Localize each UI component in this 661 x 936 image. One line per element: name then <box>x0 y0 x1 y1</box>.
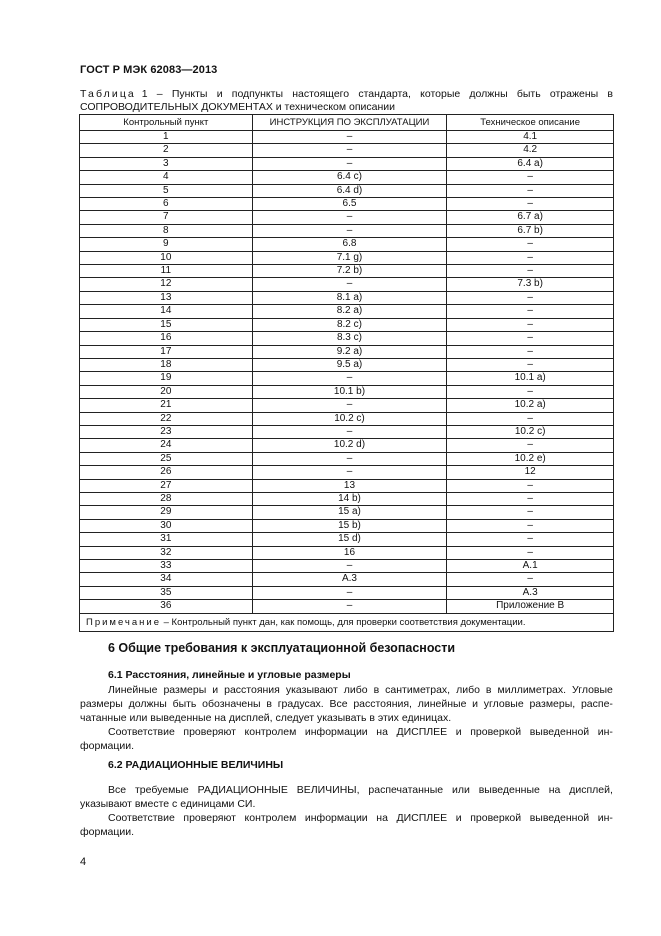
table-row <box>80 466 614 479</box>
caption-word: стандарта, <box>358 88 411 100</box>
word: проверяют <box>183 726 236 738</box>
table-row <box>80 224 614 237</box>
cell-instructions: 14 b) <box>252 492 447 505</box>
table-row <box>80 479 614 492</box>
word: ВЕЛИЧИНЫ, <box>296 784 360 796</box>
table-row <box>80 144 614 157</box>
caption-word: которые <box>420 88 461 100</box>
cell-instructions: – <box>252 586 447 599</box>
table-row <box>80 291 614 304</box>
cell-instructions: 16 <box>252 546 447 559</box>
table-row <box>80 358 614 371</box>
cell-checkpoint: 33 <box>80 560 253 573</box>
word: должны <box>128 698 167 710</box>
word: угловые <box>483 698 524 710</box>
cell-instructions: – <box>252 399 447 412</box>
word: размеры, <box>529 698 576 710</box>
cell-tech-description: – <box>447 533 614 546</box>
cell-tech-description: – <box>447 506 614 519</box>
table-row <box>80 238 614 251</box>
paragraph-line: указывают вместе с единицами СИ. <box>80 798 256 810</box>
word: контролем <box>244 726 297 738</box>
word: в <box>373 684 380 696</box>
cell-tech-description: А.1 <box>447 560 614 573</box>
word: ДИСПЛЕЕ <box>396 726 448 738</box>
cell-instructions: 6.5 <box>252 198 447 211</box>
cell-tech-description: – <box>447 479 614 492</box>
word: выведенные <box>478 784 540 796</box>
word: информации <box>304 812 368 824</box>
cell-tech-description: – <box>447 198 614 211</box>
cell-instructions: 8.3 с) <box>252 332 447 345</box>
cell-checkpoint: 19 <box>80 372 253 385</box>
word: либо <box>343 684 368 696</box>
caption-word: отражены <box>549 88 599 100</box>
table-row <box>80 519 614 532</box>
word: РАДИАЦИОННЫЕ <box>197 784 288 796</box>
cell-checkpoint: 21 <box>80 399 253 412</box>
cell-tech-description: – <box>447 358 614 371</box>
table-row <box>80 425 614 438</box>
cell-instructions: 6.4 d) <box>252 184 447 197</box>
table-row <box>80 131 614 144</box>
word: выведенной <box>529 812 590 824</box>
cell-checkpoint: 15 <box>80 318 253 331</box>
word: и <box>455 812 462 824</box>
caption-line-2: СОПРОВОДИТЕЛЬНЫХ ДОКУМЕНТАХ и техническом описании <box>80 100 396 113</box>
word: размеры <box>163 684 207 696</box>
caption-table-word: Таблица 1 <box>80 88 148 100</box>
cell-instructions: – <box>252 425 447 438</box>
cell-instructions: 6.8 <box>252 238 447 251</box>
paragraph-line: формации. <box>80 740 135 752</box>
cell-instructions: – <box>252 560 447 573</box>
caption-word: подпункты <box>231 88 283 100</box>
table-row <box>80 533 614 546</box>
table-row <box>80 251 614 264</box>
subsection-title-6-1: 6.1 Расстояния, линейные и угловые размеры <box>108 669 351 681</box>
word: требуемые <box>134 784 189 796</box>
caption-word: и <box>216 88 223 100</box>
word: выведенной <box>529 726 590 738</box>
table-header-row <box>80 115 614 131</box>
cell-tech-description: – <box>447 412 614 425</box>
paragraph-line <box>80 697 613 711</box>
word: Все <box>108 784 127 796</box>
cell-tech-description: Приложение В <box>447 600 614 613</box>
cell-checkpoint: 6 <box>80 198 253 211</box>
paragraph-line: формации. <box>80 826 135 838</box>
cell-tech-description: 10.2 е) <box>447 452 614 465</box>
word: расстояния <box>224 684 280 696</box>
word: проверкой <box>470 726 522 738</box>
paragraph-6-1 <box>80 683 613 753</box>
caption-word: в <box>607 88 613 100</box>
table-row <box>80 332 614 345</box>
cell-tech-description: 6.7 b) <box>447 224 614 237</box>
cell-checkpoint: 11 <box>80 265 253 278</box>
word: и <box>472 698 479 710</box>
cell-tech-description: – <box>447 238 614 251</box>
cell-instructions: 10.1 b) <box>252 385 447 398</box>
paragraph-line <box>80 725 613 739</box>
cell-checkpoint: 7 <box>80 211 253 224</box>
word: дисплей, <box>569 784 613 796</box>
cell-tech-description: – <box>447 546 614 559</box>
word: распе- <box>580 698 613 710</box>
cell-instructions: 7.1 g) <box>252 251 447 264</box>
cell-tech-description: 10.1 а) <box>447 372 614 385</box>
cell-tech-description: – <box>447 251 614 264</box>
word: ин- <box>597 812 613 824</box>
cell-checkpoint: 34 <box>80 573 253 586</box>
cell-checkpoint: 36 <box>80 600 253 613</box>
cell-checkpoint: 17 <box>80 345 253 358</box>
cell-instructions: – <box>252 131 447 144</box>
cell-checkpoint: 25 <box>80 452 253 465</box>
cell-instructions: 6.4 с) <box>252 171 447 184</box>
caption-line-1 <box>80 88 613 101</box>
word: ДИСПЛЕЕ <box>396 812 448 824</box>
cell-instructions: 10.2 d) <box>252 439 447 452</box>
caption-word: Пункты <box>171 88 208 100</box>
cell-tech-description: 7.3 b) <box>447 278 614 291</box>
cell-tech-description: – <box>447 305 614 318</box>
cell-instructions: 15 b) <box>252 519 447 532</box>
word: распечатанные <box>368 784 444 796</box>
cell-instructions: 9.2 а) <box>252 345 447 358</box>
cell-tech-description: – <box>447 385 614 398</box>
cell-checkpoint: 16 <box>80 332 253 345</box>
word: или <box>451 784 470 796</box>
table-row <box>80 546 614 559</box>
note-text: – Контрольный пункт дан, как помощь, для проверки соответствия документации. <box>161 616 526 628</box>
cell-tech-description: – <box>447 318 614 331</box>
cell-checkpoint: 31 <box>80 533 253 546</box>
word: либо <box>456 684 480 696</box>
cell-instructions: 13 <box>252 479 447 492</box>
word: на <box>548 784 561 796</box>
word: Соответствие <box>108 726 175 738</box>
table-row <box>80 265 614 278</box>
table-row <box>80 439 614 452</box>
table-row <box>80 318 614 331</box>
cell-checkpoint: 9 <box>80 238 253 251</box>
cell-checkpoint: 1 <box>80 131 253 144</box>
cell-instructions: – <box>252 452 447 465</box>
column-header-instructions: ИНСТРУКЦИЯ ПО ЭКСПЛУАТАЦИИ <box>252 115 447 131</box>
table-row <box>80 506 614 519</box>
cell-instructions: А.3 <box>252 573 447 586</box>
cell-tech-description: 6.7 а) <box>447 211 614 224</box>
table-row <box>80 211 614 224</box>
word: на <box>376 812 388 824</box>
table-row <box>80 412 614 425</box>
word: обозначены <box>202 698 261 710</box>
table-row <box>80 586 614 599</box>
cell-instructions: 8.2 с) <box>252 318 447 331</box>
cell-checkpoint: 18 <box>80 358 253 371</box>
word: быть <box>172 698 197 710</box>
word: и <box>212 684 219 696</box>
table-row <box>80 305 614 318</box>
paragraph-line <box>80 783 613 797</box>
cell-checkpoint: 22 <box>80 412 253 425</box>
cell-instructions: 8.1 а) <box>252 291 447 304</box>
table-row <box>80 560 614 573</box>
caption-word: – <box>156 88 163 100</box>
cell-checkpoint: 24 <box>80 439 253 452</box>
word: размеры <box>80 698 123 710</box>
cell-checkpoint: 27 <box>80 479 253 492</box>
word: проверяют <box>183 812 236 824</box>
cell-checkpoint: 12 <box>80 278 253 291</box>
cell-instructions: – <box>252 157 447 170</box>
table-row <box>80 171 614 184</box>
cell-checkpoint: 20 <box>80 385 253 398</box>
word: на <box>376 726 388 738</box>
document-header: ГОСТ Р МЭК 62083—2013 <box>80 64 218 76</box>
cell-tech-description: 12 <box>447 466 614 479</box>
checkpoint-table <box>79 114 614 632</box>
cell-checkpoint: 30 <box>80 519 253 532</box>
caption-word: быть <box>516 88 541 100</box>
caption-word: настоящего <box>292 88 350 100</box>
cell-instructions: – <box>252 144 447 157</box>
cell-tech-description: 10.2 с) <box>447 425 614 438</box>
paragraph-line <box>80 683 613 697</box>
table-row <box>80 372 614 385</box>
cell-tech-description: 6.4 а) <box>447 157 614 170</box>
cell-checkpoint: 4 <box>80 171 253 184</box>
table-row <box>80 385 614 398</box>
table-row <box>80 278 614 291</box>
cell-tech-description: – <box>447 291 614 304</box>
cell-checkpoint: 32 <box>80 546 253 559</box>
cell-tech-description: 10.2 а) <box>447 399 614 412</box>
cell-instructions: 15 d) <box>252 533 447 546</box>
word: расстояния, <box>353 698 412 710</box>
cell-checkpoint: 29 <box>80 506 253 519</box>
cell-checkpoint: 5 <box>80 184 253 197</box>
cell-checkpoint: 26 <box>80 466 253 479</box>
cell-checkpoint: 35 <box>80 586 253 599</box>
cell-tech-description: 4.2 <box>447 144 614 157</box>
cell-tech-description: 4.1 <box>447 131 614 144</box>
word: информации <box>304 726 368 738</box>
cell-checkpoint: 14 <box>80 305 253 318</box>
cell-instructions: – <box>252 278 447 291</box>
cell-instructions: 10.2 с) <box>252 412 447 425</box>
cell-tech-description: – <box>447 345 614 358</box>
cell-checkpoint: 2 <box>80 144 253 157</box>
column-header-tech-description: Техническое описание <box>447 115 614 131</box>
table-row <box>80 399 614 412</box>
subsection-title-6-2: 6.2 РАДИАЦИОННЫЕ ВЕЛИЧИНЫ <box>108 759 284 771</box>
word: Угловые <box>572 684 613 696</box>
cell-checkpoint: 23 <box>80 425 253 438</box>
table-row <box>80 492 614 505</box>
word: Соответствие <box>108 812 175 824</box>
paragraph-6-2 <box>80 783 613 839</box>
cell-instructions: 7.2 b) <box>252 265 447 278</box>
table-note-row <box>80 613 614 631</box>
cell-instructions: 8.2 а) <box>252 305 447 318</box>
cell-checkpoint: 10 <box>80 251 253 264</box>
word: в <box>485 684 492 696</box>
word: ин- <box>597 726 613 738</box>
table-caption <box>80 88 613 113</box>
cell-instructions: – <box>252 211 447 224</box>
cell-tech-description: – <box>447 332 614 345</box>
word: миллиметрах. <box>497 684 567 696</box>
paragraph-line <box>80 811 613 825</box>
cell-tech-description: А.3 <box>447 586 614 599</box>
cell-instructions: – <box>252 466 447 479</box>
section-title: 6 Общие требования к эксплуатационной безопасности <box>108 641 456 655</box>
cell-tech-description: – <box>447 265 614 278</box>
paragraph-line: чатанные или выведенные на дисплей, следует указывать в этих единицах. <box>80 712 452 724</box>
word: градусах. <box>277 698 324 710</box>
note-label: Примечание <box>86 616 161 628</box>
word: контролем <box>244 812 297 824</box>
cell-instructions: 9.5 а) <box>252 358 447 371</box>
word: Все <box>329 698 348 710</box>
cell-checkpoint: 8 <box>80 224 253 237</box>
cell-checkpoint: 3 <box>80 157 253 170</box>
table-row <box>80 345 614 358</box>
word: проверкой <box>470 812 522 824</box>
word: сантиметрах, <box>385 684 451 696</box>
word: и <box>455 726 462 738</box>
cell-tech-description: – <box>447 439 614 452</box>
cell-checkpoint: 28 <box>80 492 253 505</box>
cell-tech-description: – <box>447 171 614 184</box>
cell-tech-description: – <box>447 184 614 197</box>
cell-instructions: – <box>252 372 447 385</box>
cell-tech-description: – <box>447 519 614 532</box>
cell-instructions: – <box>252 224 447 237</box>
cell-checkpoint: 13 <box>80 291 253 304</box>
word: линейные <box>417 698 467 710</box>
table-row <box>80 198 614 211</box>
cell-instructions: – <box>252 600 447 613</box>
caption-word: должны <box>469 88 508 100</box>
word: Линейные <box>108 684 158 696</box>
column-header-checkpoint: Контрольный пункт <box>80 115 253 131</box>
word: в <box>266 698 272 710</box>
table-row <box>80 573 614 586</box>
table-row <box>80 600 614 613</box>
cell-tech-description: – <box>447 573 614 586</box>
word: указывают <box>285 684 338 696</box>
table-row <box>80 184 614 197</box>
cell-instructions: 15 а) <box>252 506 447 519</box>
table-note <box>80 613 614 631</box>
table-row <box>80 452 614 465</box>
table-row <box>80 157 614 170</box>
page-number: 4 <box>80 856 87 868</box>
cell-tech-description: – <box>447 492 614 505</box>
